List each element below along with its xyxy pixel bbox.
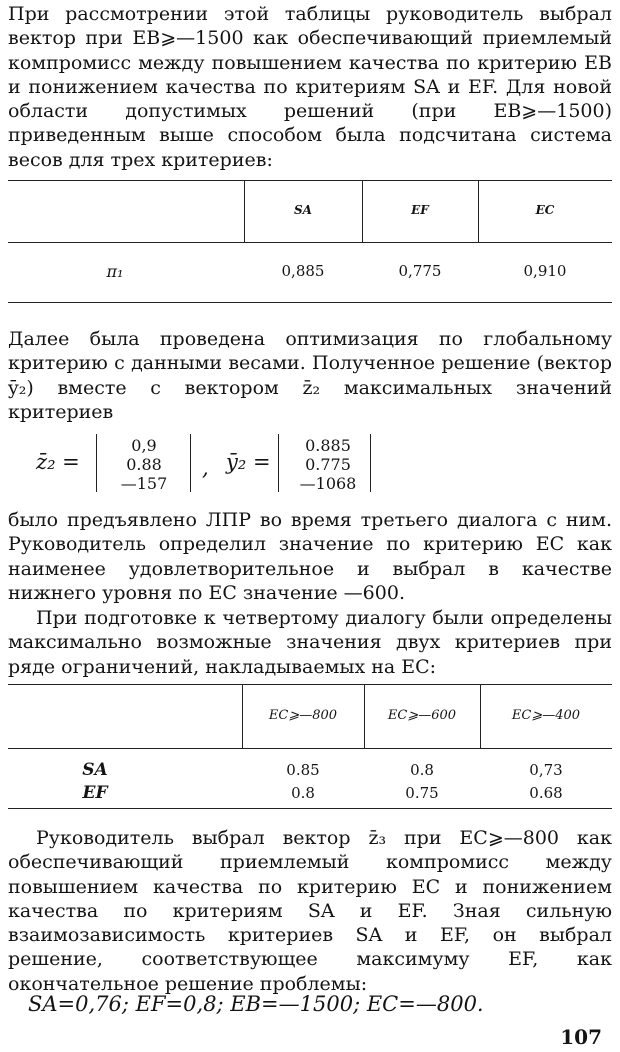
vector-display (0, 432, 620, 494)
page-number: 107 (560, 1025, 602, 1049)
vector-z2-value: —157 (120, 474, 168, 493)
paragraph-intro: При рассмотрении этой таблицы руководитель выбрал вектор при EB⩾—1500 как обеспечивающий приемлемый компромисс между повышением качества по критерию EB и понижением качества по критериям SA и EF. Для новой области допустимых решений (при EB⩾—1500) приведенным выше способом была подсчитана система весов для трех критериев: (8, 3, 612, 171)
table1-row-label: π₁ (106, 262, 124, 281)
table1-header-ec: EC (535, 203, 555, 217)
table1-value-ec: 0,910 (523, 262, 567, 280)
table2-header: EC⩾—600 (387, 708, 457, 723)
table2-cell: 0.8 (410, 761, 434, 779)
table2-cell: 0.85 (286, 761, 320, 779)
table2-cell: 0,73 (529, 761, 563, 779)
table1-value-sa: 0,885 (281, 262, 325, 280)
vector-y2-value: 0.775 (305, 455, 351, 474)
paragraph-third-dialog: было предъявлено ЛПР во время третьего диалога с ним. Руководитель определил значение по критерию EC как наименее удовлетворительное и выбрал в качестве нижнего уровня по EC значение —600. (8, 509, 612, 604)
vector-z2-label: z̄₂ = (36, 450, 80, 474)
table2-header: EC⩾—400 (511, 708, 581, 723)
vector-y2-label: ȳ₂ = (226, 450, 271, 474)
vector-y2-right-bar (370, 434, 371, 492)
vector-y2-value: 0.885 (305, 436, 351, 455)
table1-value-ef: 0,775 (398, 262, 442, 280)
table1-bottom-rule (8, 302, 612, 303)
vector-z2-right-bar (190, 434, 191, 492)
table2-cell: 0.68 (529, 784, 563, 802)
table1-header-rule (8, 242, 612, 243)
table2-cell: 0.8 (291, 784, 315, 802)
table1-header-ef: EF (411, 203, 429, 217)
vector-z2-value: 0.88 (126, 455, 162, 474)
table1-header-sa: SA (294, 203, 312, 217)
table2-row-label-ef: EF (82, 783, 108, 803)
table2-top-rule (8, 684, 612, 685)
paragraph-final-choice: Руководитель выбрал вектор z̄₃ при EC⩾—800 как обеспечивающий приемлемый компромисс между повышением качества по критерию EC и понижением качества по критериям SA и EF. Зная сильную взаимозависимость критериев SA и EF, он выбрал решение, соответствующее максимуму EF, как окончательное решение проблемы: (8, 827, 612, 995)
final-solution: SA=0,76; EF=0,8; EB=—1500; EC=—800. (28, 992, 484, 1016)
vector-separator: , (202, 456, 209, 480)
table2-cell: 0.75 (405, 784, 439, 802)
table2-row-label-sa: SA (82, 760, 108, 780)
vector-z2-left-bar (96, 434, 97, 492)
table2-header-rule (8, 748, 612, 749)
table2-bottom-rule (8, 808, 612, 809)
paragraph-optimization: Далее была проведена оптимизация по глобальному критерию с данными весами. Полученное решение (вектор ȳ₂) вместе с вектором z̄₂ максимальных значений критериев (8, 328, 612, 423)
vector-z2-value: 0,9 (131, 436, 157, 455)
vector-y2-value: —1068 (299, 474, 357, 493)
table1-top-rule (8, 180, 612, 181)
vector-y2-left-bar (278, 434, 279, 492)
paragraph-fourth-dialog: При подготовке к четвертому диалогу были определены максимально возможные значения двух критериев при ряде ограничений, накладываемых на EC: (8, 607, 612, 678)
table2-header: EC⩾—800 (268, 708, 338, 723)
